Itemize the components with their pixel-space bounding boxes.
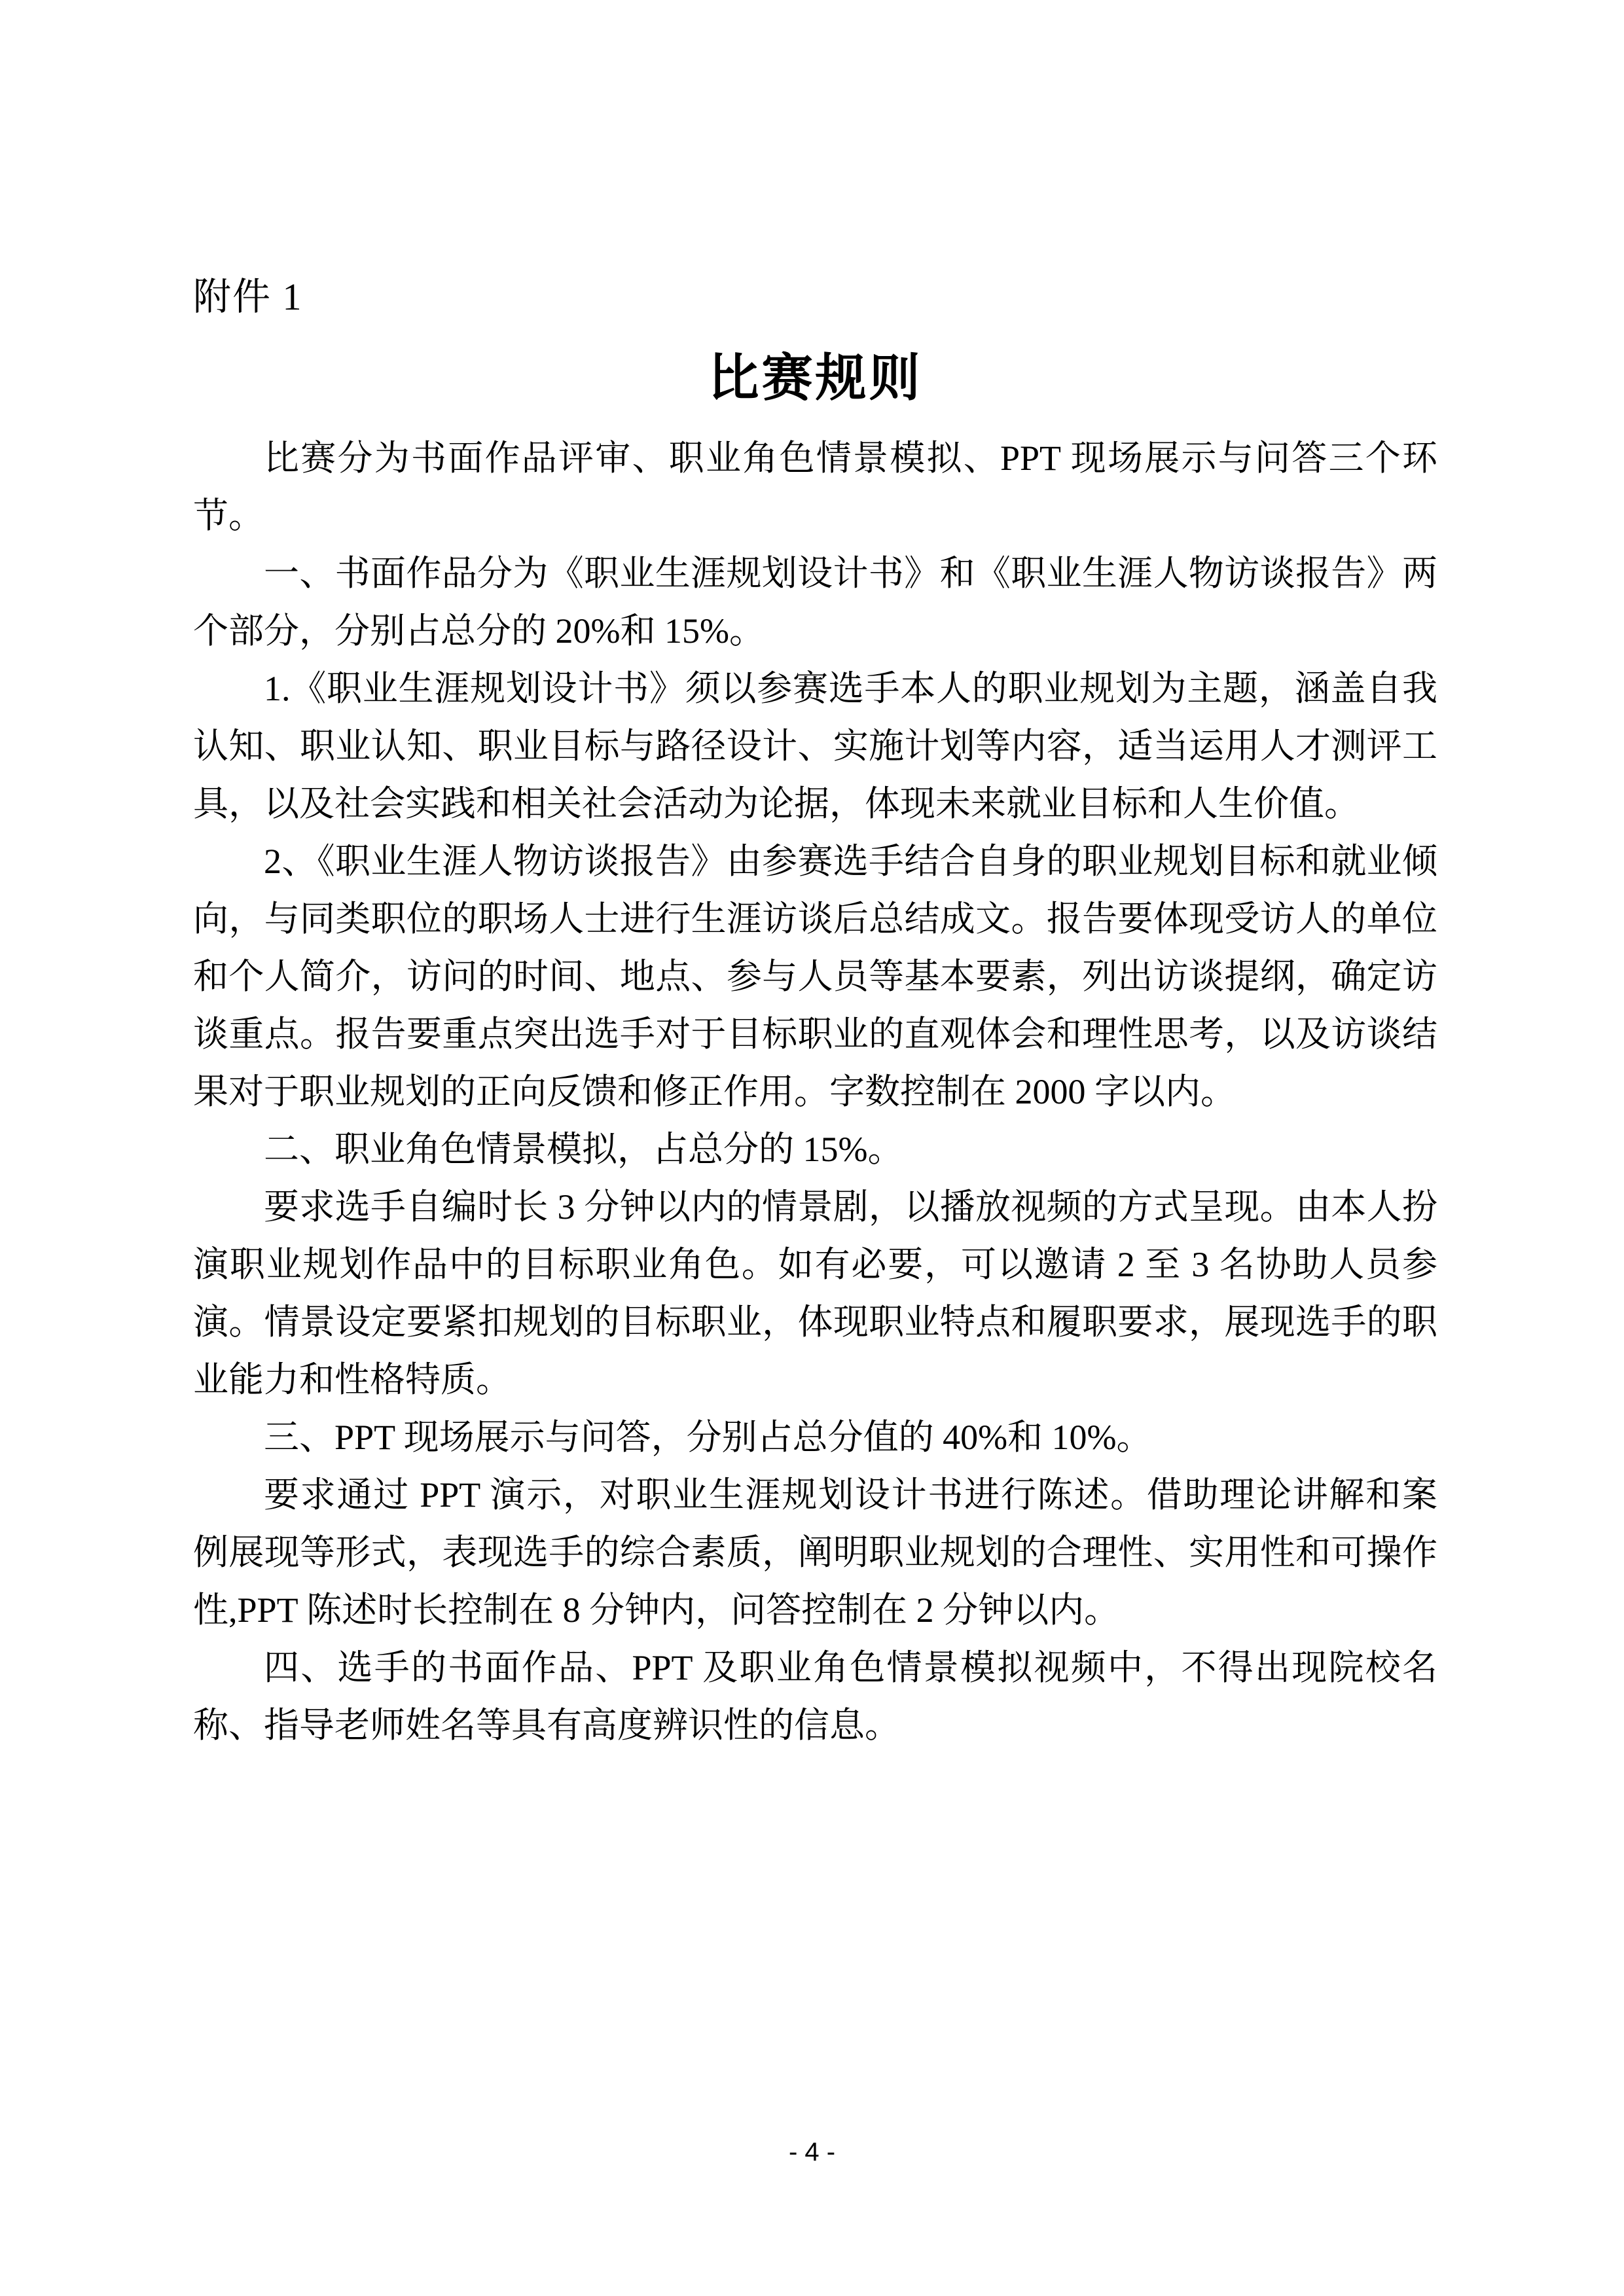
page-number: - 4 - <box>788 2138 836 2166</box>
paragraph-item1-career-plan-book: 1.《职业生涯规划设计书》须以参赛选手本人的职业规划为主题，涵盖自我认知、职业认知、职业目标与路径设计、实施计划等内容，适当运用人才测评工具，以及社会实践和相关社会活动为论据，体现未来就业目标和人生价值。 <box>193 669 1437 823</box>
paragraph-section2-requirements: 要求选手自编时长 3 分钟以内的情景剧，以播放视频的方式呈现。由本人扮演职业规划作品中的目标职业角色。如有必要，可以邀请 2 至 3 名协助人员参演。情景设定要紧扣规划的目标职业，体现职业特点和履职要求，展现选手的职业能力和性格特质。 <box>193 1187 1437 1399</box>
paragraph-section2-role-simulation: 二、职业角色情景模拟，占总分的 15%。 <box>264 1130 903 1169</box>
paragraph-section3-ppt-presentation: 三、PPT 现场展示与问答，分别占总分值的 40%和 10%。 <box>264 1418 1152 1457</box>
attachment-label: 附件 1 <box>193 276 303 318</box>
paragraph-item2-interview-report: 2、《职业生涯人物访谈报告》由参赛选手结合自身的职业规划目标和就业倾向，与同类职位的职场人士进行生涯访谈后总结成文。报告要体现受访人的单位和个人简介，访问的时间、地点、参与人员等基本要素，列出访谈提纲，确定访谈重点。报告要重点突出选手对于目标职业的直观体会和理性思考，以及访谈结果对于职业规划的正向反馈和修正作用。字数控制在 2000 字以内。 <box>193 842 1437 1111</box>
document-title: 比赛规则 <box>708 350 923 406</box>
paragraph-section3-requirements: 要求通过 PPT 演示，对职业生涯规划设计书进行陈述。借助理论讲解和案例展现等形式，表现选手的综合素质，阐明职业规划的合理性、实用性和可操作性,PPT 陈述时长控制在 8 分钟内，问答控制在 2 分钟以内。 <box>193 1475 1437 1630</box>
paragraph-section4-anonymity-rule: 四、选手的书面作品、PPT 及职业角色情景模拟视频中，不得出现院校名称、指导老师姓名等具有高度辨识性的信息。 <box>193 1648 1437 1745</box>
document-body <box>193 429 1437 1754</box>
paragraph-section1-written-works: 一、书面作品分为《职业生涯规划设计书》和《职业生涯人物访谈报告》两个部分，分别占总分的 20%和 15%。 <box>193 554 1437 651</box>
paragraph-intro: 比赛分为书面作品评审、职业角色情景模拟、PPT 现场展示与问答三个环节。 <box>193 439 1437 535</box>
